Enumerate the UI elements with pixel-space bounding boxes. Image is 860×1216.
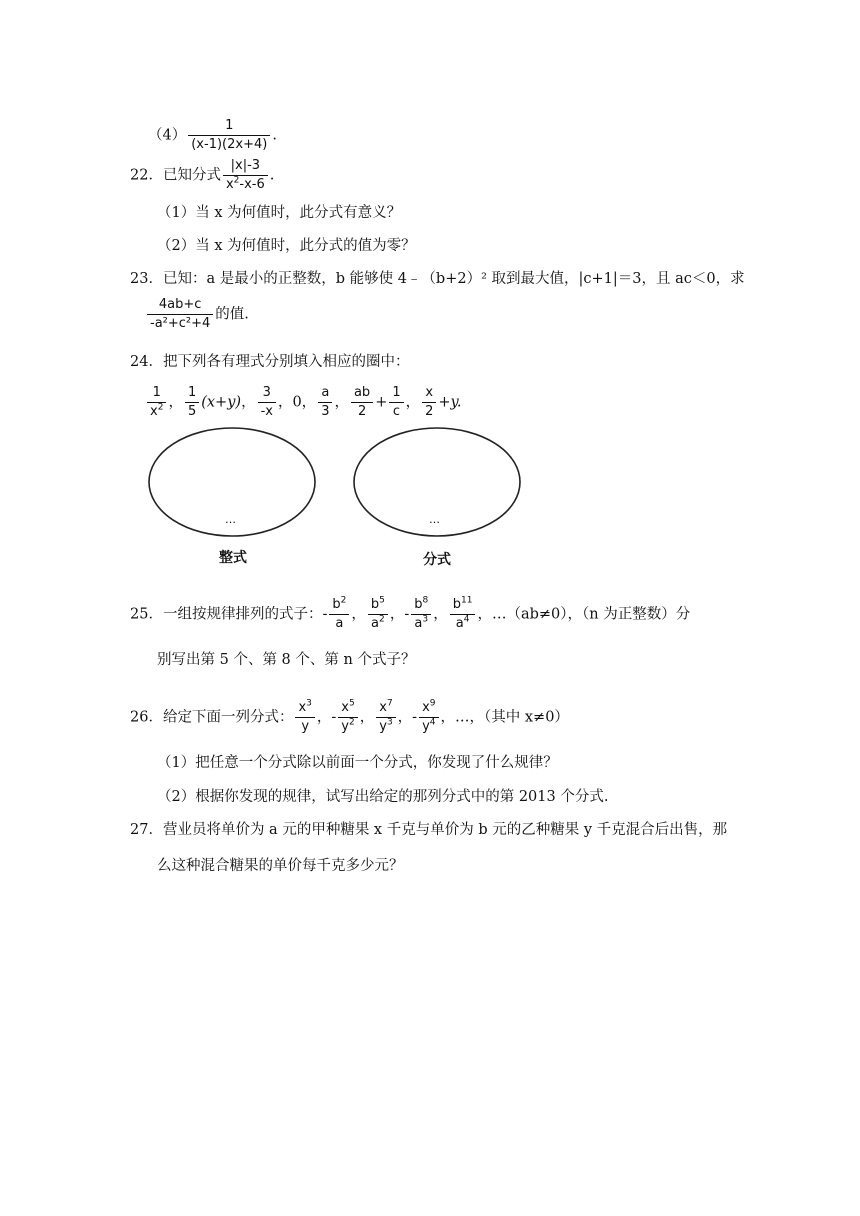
q25-line-2: 别写出第 5 个、第 8 个、第 n 个式子？	[157, 652, 416, 668]
q26-tail: ，…，（其中 x≠0）	[440, 709, 569, 726]
question-22	[130, 158, 274, 193]
q25-term-1: $\frac{b^2}{a}$	[329, 597, 349, 632]
q24-expressions: $\frac{1}{x^2}$ ， $\frac{1}{5}$ (x+y)， $\frac{3}{-x}$ ，0， $\frac{a}{3}$ ， $\frac{ab}{2}$ + $\frac{1}{c}$ ， $\frac{x}{2}$ +y.	[145, 385, 461, 420]
q22-frac-den	[223, 176, 268, 193]
q24-expr-6: $\frac{1}{c}$	[389, 385, 403, 420]
q24-oval-diagram	[145, 425, 525, 570]
q22-end: .	[269, 167, 275, 184]
q23-end: 的值.	[215, 306, 249, 323]
q23-frac-num: 4ab+c	[147, 297, 213, 315]
q24-expr-1: $\frac{1}{x^2}$	[147, 385, 166, 420]
q21-end: .	[272, 127, 277, 144]
q22-den-base: x	[225, 177, 234, 192]
q22-den-rest: -x-6	[239, 177, 265, 192]
q24-expr-5: $\frac{ab}{2}$	[351, 385, 373, 420]
q24-number: 24．	[130, 354, 163, 370]
q22-part-2: （2）当 x 为何值时，此分式的值为零？	[157, 238, 416, 254]
q26-lead: 给定下面一列分式：	[162, 709, 294, 726]
q22-den-sup: 2	[233, 175, 240, 186]
q25-term-2: $\frac{b^5}{a^2}$	[368, 597, 388, 632]
q23-fraction-line	[145, 297, 249, 332]
q27-line-1: 营业员将单价为 a 元的甲种糖果 x 千克与单价为 b 元的乙种糖果 y 千克混合后出售，那	[162, 822, 728, 838]
q25-lead: 一组按规律排列的式子：	[162, 606, 323, 623]
q26-number: 26．	[130, 709, 163, 726]
q24-text: 把下列各有理式分别填入相应的圈中：	[162, 354, 410, 370]
q21-frac-den: (x-1)(2x+4)	[191, 137, 268, 152]
q21-item-4	[148, 118, 277, 153]
oval-left-dots: …	[225, 513, 236, 526]
q22-number: 22．	[130, 167, 163, 184]
q22-part-1: （1）当 x 为何值时，此分式有意义？	[157, 205, 402, 221]
q24-expr-2: $\frac{1}{5}$	[185, 385, 199, 420]
q23-number: 23．	[130, 271, 163, 287]
question-26: 26．给定下面一列分式： $\frac{x^3}{y}$ ，- $\frac{x^5}{y^2}$ ， $\frac{x^7}{y^3}$ ，- $\frac{x^9}{y^4}$ ，…，（其中 x≠0）	[130, 698, 569, 734]
q22-fraction	[223, 158, 268, 193]
oval-left-label: 整式	[219, 550, 247, 566]
question-24	[130, 352, 409, 372]
q21-frac-num: 1	[188, 118, 270, 136]
q26-term-4: $\frac{x^9}{y^4}$	[419, 700, 438, 735]
q26-part-2: （2）根据你发现的规律，试写出给定的那列分式中的第 2013 个分式.	[157, 789, 609, 805]
oval-right-dots: …	[429, 513, 440, 526]
q23-text: 已知：a 是最小的正整数，b 能够使 4﹣（b+2）² 取到最大值，|c+1|＝3，且 ac＜0，求	[162, 271, 745, 287]
q24-ovals-svg	[145, 425, 525, 540]
q23-frac-den: -a²+c²+4	[150, 316, 211, 331]
q22-frac-num: |x|-3	[223, 158, 268, 176]
q26-term-3: $\frac{x^7}{y^3}$	[376, 700, 395, 735]
q27-number: 27．	[130, 822, 163, 838]
question-27	[130, 820, 727, 840]
q24-expr-4: $\frac{a}{3}$	[318, 385, 332, 420]
q25-tail: …（ab≠0），（n 为正整数）分	[491, 606, 691, 623]
q26-term-2: $\frac{x^5}{y^2}$	[338, 700, 357, 735]
q21-item-4-label: （4）	[148, 127, 187, 144]
q22-lead: 已知分式	[162, 167, 221, 184]
q24-expr-7: $\frac{x}{2}$	[422, 385, 436, 420]
q25-term-3: $\frac{b^8}{a^3}$	[411, 597, 431, 632]
oval-right-label: 分式	[423, 552, 451, 568]
question-25: 25．一组按规律排列的式子：- $\frac{b^2}{a}$ ， $\frac{b^5}{a^2}$ ，- $\frac{b^8}{a^3}$ ， $\frac{b^{11}}{a^4}$ ，…（ab≠0），（n 为正整数）分	[130, 595, 691, 631]
q27-line-2: 么这种混合糖果的单价每千克多少元？	[157, 858, 404, 874]
q25-term-4: $\frac{b^{11}}{a^4}$	[450, 597, 476, 632]
q25-number: 25．	[130, 606, 163, 623]
q26-part-1: （1）把任意一个分式除以前面一个分式，你发现了什么规律？	[157, 755, 558, 771]
q21-fraction	[188, 118, 270, 153]
q23-fraction	[147, 297, 213, 332]
q26-term-1: $\frac{x^3}{y}$	[295, 700, 314, 735]
question-23	[130, 269, 745, 289]
q24-expr-3: $\frac{3}{-x}$	[258, 385, 276, 420]
